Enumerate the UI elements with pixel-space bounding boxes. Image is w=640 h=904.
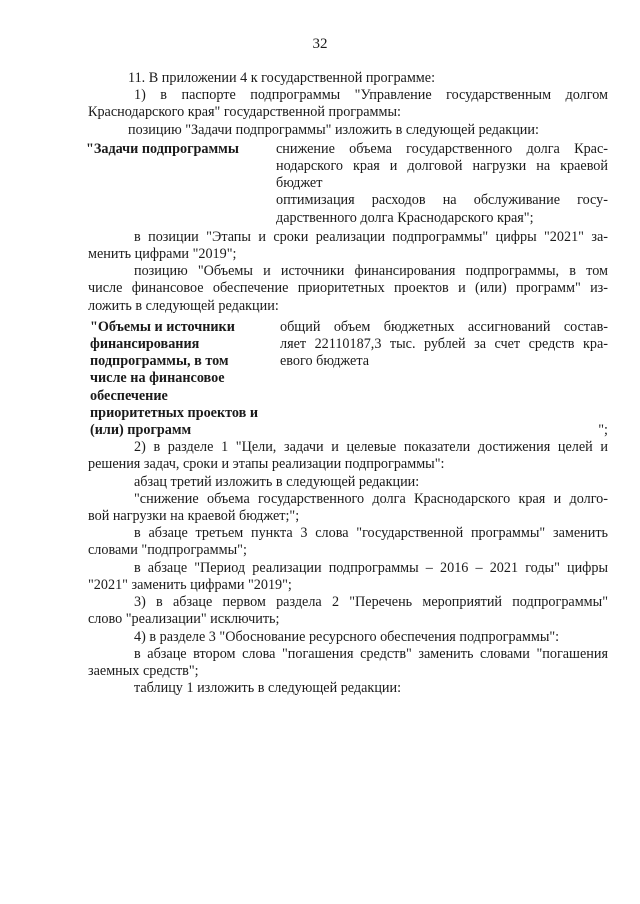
document-body: [88, 70, 608, 697]
line: слово "реализации" исключить;: [88, 611, 280, 628]
paragraph-new-text: [88, 491, 608, 525]
paragraph-text: абзац третий изложить в следующей редакции:: [134, 473, 420, 490]
line: ложить в следующей редакции:: [88, 297, 279, 314]
line: "снижение объема государственного долга Краснодарского края и долго-: [134, 490, 608, 507]
paragraph-text: 4) в разделе 3 "Обоснование ресурсного обеспечения подпрограммы":: [134, 628, 560, 645]
label-line: (или) программ: [90, 422, 192, 439]
line: нодарского края и долговой нагрузки на краевой: [276, 158, 608, 175]
label-line: подпрограммы, в том: [90, 353, 229, 370]
line: в абзаце втором слова "погашения средств" заменить словами "погашения: [134, 645, 608, 662]
line: 1) в паспорте подпрограммы "Управление государственным долгом: [134, 87, 608, 104]
paragraph-volumes: [88, 263, 608, 315]
paragraph-period: [88, 560, 608, 594]
line: менить цифрами "2019";: [88, 246, 237, 263]
paragraph-passport: [88, 87, 608, 121]
line: Краснодарского края" государственной программы:: [88, 104, 401, 121]
paragraph-section-3: [88, 629, 608, 646]
line: 3) в абзаце первом раздела 2 "Перечень мероприятий подпрограммы": [134, 594, 608, 611]
paragraph-text: 11. В приложении 4 к государственной программе:: [128, 70, 436, 86]
volumes-position-text: [280, 319, 608, 439]
line: вой нагрузки на краевой бюджет;";: [88, 508, 300, 525]
line: общий объем бюджетных ассигнований состав-: [280, 318, 608, 335]
line: "2021" заменить цифрами "2019";: [88, 576, 292, 593]
paragraph-section-1: [88, 439, 608, 473]
line: словами "подпрограммы";: [88, 542, 247, 559]
paragraph-stages: [88, 229, 608, 263]
label-line: приоритетных проектов и: [90, 404, 259, 421]
paragraph-second-abzac: [88, 646, 608, 680]
line: дарственного долга Краснодарского края";: [276, 209, 534, 226]
label-line: финансирования: [90, 336, 200, 353]
line: снижение объема государственного долга Крас-: [276, 140, 608, 157]
volumes-position-table: [88, 319, 608, 439]
line: позицию "Объемы и источники финансирования подпрограммы, в том: [134, 263, 608, 280]
line: заемных средств";: [88, 662, 199, 679]
paragraph-table-1: [88, 680, 608, 697]
tasks-position-text: [276, 141, 608, 227]
paragraph-text: позицию "Задачи подпрограммы" изложить в следующей редакции:: [128, 121, 539, 138]
line: в абзаце "Период реализации подпрограммы – 2016 – 2021 годы" цифры: [134, 559, 608, 576]
line: бюджет: [276, 175, 323, 192]
paragraph-item-11: [88, 70, 608, 87]
label-line: обеспечение: [90, 387, 168, 404]
line: в абзаце третьем пункта 3 слова "государственной программы" заменить: [134, 525, 608, 542]
paragraph-text: таблицу 1 изложить в следующей редакции:: [134, 680, 402, 697]
line: решения задач, сроки и этапы реализации подпрограммы":: [88, 456, 445, 473]
closing-quote: ";: [598, 422, 608, 439]
label-line: "Объемы и источники: [90, 318, 235, 335]
tasks-position-label: "Задачи подпрограммы: [86, 140, 239, 157]
tasks-position-table: [88, 141, 608, 227]
paragraph-section-2: [88, 594, 608, 628]
paragraph-tasks-intro: [88, 122, 608, 139]
page-number: 32: [312, 36, 328, 52]
line: оптимизация расходов на обслуживание госу-: [276, 192, 608, 209]
volumes-position-label: [90, 319, 276, 439]
line: в позиции "Этапы и сроки реализации подпрограммы" цифры "2021" за-: [134, 228, 608, 245]
paragraph-third-abzac: [88, 474, 608, 491]
line: числе финансовое обеспечение приоритетных проектов и (или) программ" из-: [88, 280, 608, 297]
line: 2) в разделе 1 "Цели, задачи и целевые показатели достижения целей и: [134, 439, 608, 456]
label-line: числе на финансовое: [90, 370, 225, 387]
line: ляет 22110187,3 тыс. рублей за счет средств кра-: [280, 336, 608, 353]
line: евого бюджета: [280, 353, 369, 370]
paragraph-point-3: [88, 525, 608, 559]
